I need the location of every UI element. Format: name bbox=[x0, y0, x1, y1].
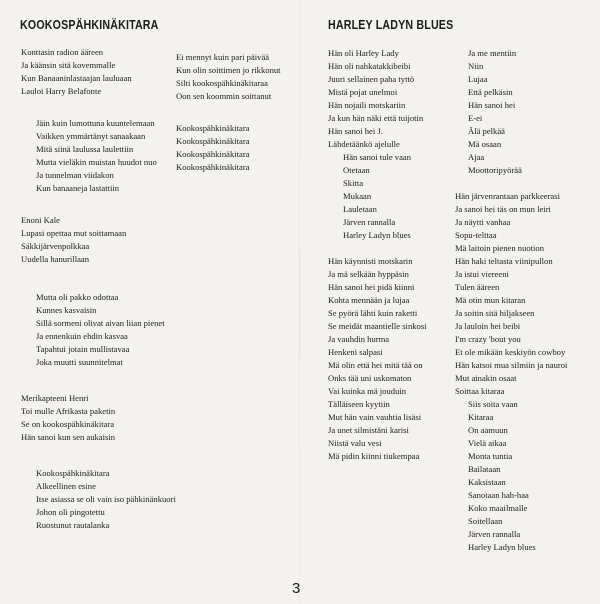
lyric-line: Niistä valu vesi bbox=[328, 438, 382, 448]
lyric-line: Tulen ääreen bbox=[455, 282, 500, 292]
lyric-line: Tälläiseen kyytiin bbox=[328, 399, 390, 409]
page-number: 3 bbox=[292, 580, 301, 597]
lyric-line: Enoni Kale bbox=[21, 215, 60, 225]
lyric-line: Kunnes kasvaisin bbox=[36, 305, 97, 315]
stanza bbox=[21, 214, 176, 266]
lyric-line: Niin bbox=[468, 61, 484, 71]
lyric-line: Alkeellinen esine bbox=[36, 481, 96, 491]
lyric-line: Ei mennyt kuin pari päivää bbox=[176, 52, 270, 62]
lyric-line: Harley Ladyn blues bbox=[468, 542, 536, 552]
lyric-line: Mutta vieläkin muistan huudot nuo bbox=[36, 157, 157, 167]
lyric-line: Johon oli pingotettu bbox=[36, 507, 105, 517]
lyric-line: Monta tuntia bbox=[468, 451, 513, 461]
lyric-line: Hän sanoi tule vaan bbox=[343, 152, 412, 162]
lyric-line: Mut ainakin osaat bbox=[455, 373, 517, 383]
lyric-line: Skitta bbox=[343, 178, 364, 188]
lyric-line: Mä laitoin pienen nuotion bbox=[455, 243, 545, 253]
lyric-line: Kookospähkinäkitara bbox=[176, 149, 250, 159]
lyric-line: Ja kun hän näki että tuijotin bbox=[328, 113, 424, 123]
right-song-column-1 bbox=[328, 47, 427, 463]
lyric-line: Hän järvenrantaan parkkeerasi bbox=[455, 191, 560, 201]
lyric-line: Kun Banaaninlastaajan lauluaan bbox=[21, 73, 132, 83]
lyric-line: Hän sanoi hei bbox=[468, 100, 516, 110]
lyric-line: Se pyörä lähti kuin raketti bbox=[328, 308, 418, 318]
lyric-line: Kookospähkinäkitara bbox=[176, 162, 250, 172]
lyric-line: Kun banaaneja lastattiin bbox=[36, 183, 120, 193]
lyric-line: Ja mä selkään hyppäsin bbox=[328, 269, 409, 279]
lyric-line: Uudella hanurillaan bbox=[21, 254, 90, 264]
lyric-line: Soitellaan bbox=[468, 516, 503, 526]
lyric-line: Konttasin radion ääreen bbox=[21, 47, 104, 57]
lyric-line: Siis soita vaan bbox=[468, 399, 518, 409]
lyric-line: Ja me mentiin bbox=[468, 48, 517, 58]
lyric-line: Mä otin mun kitaran bbox=[455, 295, 526, 305]
lyric-line: Itse asiassa se oli vain iso pähkinänkuori bbox=[36, 494, 176, 504]
lyric-line: Ajaa bbox=[468, 152, 485, 162]
lyric-line: Hän nojaili motskariin bbox=[328, 100, 406, 110]
lyric-line: Mä olin että hei mitä tää on bbox=[328, 360, 423, 370]
lyric-line: Ja sanoi hei täs on mun leiri bbox=[455, 204, 551, 214]
lyric-line: Ja soitin sitä hiljakseen bbox=[455, 308, 535, 318]
lyric-line: Oon sen koommin soittanut bbox=[176, 91, 272, 101]
lyric-line: Bailataan bbox=[468, 464, 501, 474]
lyric-line: Vai kuinka mä jouduin bbox=[328, 386, 407, 396]
lyric-line: Hän haki teltasta viinipullon bbox=[455, 256, 553, 266]
lyric-line: Ja istui viereeni bbox=[455, 269, 509, 279]
lyric-line: Jäin kuin lumottuna kuuntelemaan bbox=[36, 118, 155, 128]
lyric-line: Merikapteeni Henri bbox=[21, 393, 89, 403]
lyric-line: Mä pidin kiinni tiukempaa bbox=[328, 451, 420, 461]
lyric-line: Harley Ladyn blues bbox=[343, 230, 411, 240]
lyric-line: Mistä pojat unelmoi bbox=[328, 87, 398, 97]
lyric-line: Joka muutti suunnitelmat bbox=[36, 357, 123, 367]
lyric-line: Ja käänsin sitä kovemmalle bbox=[21, 60, 116, 70]
lyric-line: Hän oli Harley Lady bbox=[328, 48, 399, 58]
left-song-column-1 bbox=[21, 46, 176, 532]
lyric-line: Se meidät maantielle sinkosi bbox=[328, 321, 427, 331]
lyric-line: Älä pelkää bbox=[468, 126, 505, 136]
lyric-line: Ja ennenkuin ehdin kasvaa bbox=[36, 331, 128, 341]
lyric-line: Kookospähkinäkitara bbox=[176, 123, 250, 133]
lyric-line: Ja tunnelman viidakon bbox=[36, 170, 114, 180]
lyric-line: Järven rannalla bbox=[468, 529, 521, 539]
lyric-line: Vielä aikaa bbox=[468, 438, 507, 448]
stanza bbox=[21, 467, 176, 532]
stanza-break bbox=[455, 177, 567, 190]
page-gutter bbox=[299, 0, 300, 604]
lyric-line: Sanotaan hah-haa bbox=[468, 490, 529, 500]
lyric-line: Lujaa bbox=[468, 74, 488, 84]
lyric-line: Kookospähkinäkitara bbox=[176, 136, 250, 146]
left-song-title: KOOKOSPÄHKINÄKITARA bbox=[20, 17, 159, 32]
stanza bbox=[176, 122, 281, 174]
lyric-line: Tapahtui jotain mullistavaa bbox=[36, 344, 130, 354]
lyric-line: Hän sanoi kun sen aukaisin bbox=[21, 432, 116, 442]
lyric-line: Ja näytti vanhaa bbox=[455, 217, 511, 227]
lyric-line: Mut hän vain vauhtia lisäsi bbox=[328, 412, 422, 422]
lyric-line: Hän käynnisti motskarin bbox=[328, 256, 413, 266]
left-song-column-2 bbox=[176, 51, 281, 174]
lyric-line: Hän oli nahkatakkibeibi bbox=[328, 61, 411, 71]
lyric-line: Ruostunut rautalanka bbox=[36, 520, 110, 530]
stanza-break bbox=[328, 242, 427, 255]
lyric-line: Juuri sellainen paha tyttö bbox=[328, 74, 415, 84]
stanza bbox=[21, 291, 176, 369]
lyric-line: Lupasi opettaa mut soittamaan bbox=[21, 228, 127, 238]
lyric-line: Ja lauloin hei beibi bbox=[455, 321, 521, 331]
stanza bbox=[21, 117, 176, 195]
lyric-line: Hän katsoi mua silmiin ja nauroi bbox=[455, 360, 568, 370]
lyric-line: Kitaraa bbox=[468, 412, 494, 422]
stanza bbox=[21, 392, 176, 444]
lyric-line: Kohta mennään ja lujaa bbox=[328, 295, 410, 305]
lyric-line: Koko maailmalle bbox=[468, 503, 528, 513]
lyric-line: Henkeni salpasi bbox=[328, 347, 383, 357]
lyric-line: Mä osaan bbox=[468, 139, 502, 149]
lyric-line: Kaksistaan bbox=[468, 477, 506, 487]
lyric-line: Järven rannalla bbox=[343, 217, 396, 227]
lyric-line: Soittaa kitaraa bbox=[455, 386, 505, 396]
lyric-line: Silti kookospähkinäkitaraa bbox=[176, 78, 268, 88]
lyric-line: E-ei bbox=[468, 113, 483, 123]
lyric-line: Sopu-telttaa bbox=[455, 230, 497, 240]
lyric-line: Mutta oli pakko odottaa bbox=[36, 292, 119, 302]
lyric-line: Ja unet silmistäni karisi bbox=[328, 425, 409, 435]
lyric-line: Mitä siinä laulussa laulettiin bbox=[36, 144, 134, 154]
right-song-title: HARLEY LADYN BLUES bbox=[328, 17, 454, 32]
lyric-line: Säkkijärvenpolkkaa bbox=[21, 241, 90, 251]
lyric-line: Lähdetäänkö ajelulle bbox=[328, 139, 400, 149]
lyric-line: Se on kookospähkinäkitara bbox=[21, 419, 115, 429]
stanza bbox=[176, 51, 281, 103]
lyric-line: Lauloi Harry Belafonte bbox=[21, 86, 102, 96]
lyric-line: Mukaan bbox=[343, 191, 372, 201]
lyric-line: Kun olin soittimen jo rikkonut bbox=[176, 65, 281, 75]
lyric-line: Hän sanoi hei J. bbox=[328, 126, 383, 136]
stanza bbox=[21, 46, 176, 98]
lyric-line: Ja vauhdin hurma bbox=[328, 334, 390, 344]
lyric-line: Et ole mikään keskiyön cowboy bbox=[455, 347, 566, 357]
lyric-line: I'm crazy 'bout you bbox=[455, 334, 521, 344]
lyric-line: Että pelkäsin bbox=[468, 87, 513, 97]
lyric-line: Kookospähkinäkitara bbox=[36, 468, 110, 478]
lyric-line: Vaikken ymmärtänyt sanaakaan bbox=[36, 131, 146, 141]
lyric-line: Otetaan bbox=[343, 165, 370, 175]
lyric-line: Toi mulle Afrikasta paketin bbox=[21, 406, 116, 416]
lyric-line: Onks tää uni uskomaton bbox=[328, 373, 412, 383]
lyric-line: Moottoripyörää bbox=[468, 165, 522, 175]
lyric-line: Sillä sormeni olivat aivan liian pienet bbox=[36, 318, 165, 328]
right-song-column-2 bbox=[455, 47, 567, 554]
lyric-line: On aamuun bbox=[468, 425, 508, 435]
lyric-line: Lauletaan bbox=[343, 204, 377, 214]
lyric-line: Hän sanoi hei pidä kiinni bbox=[328, 282, 415, 292]
